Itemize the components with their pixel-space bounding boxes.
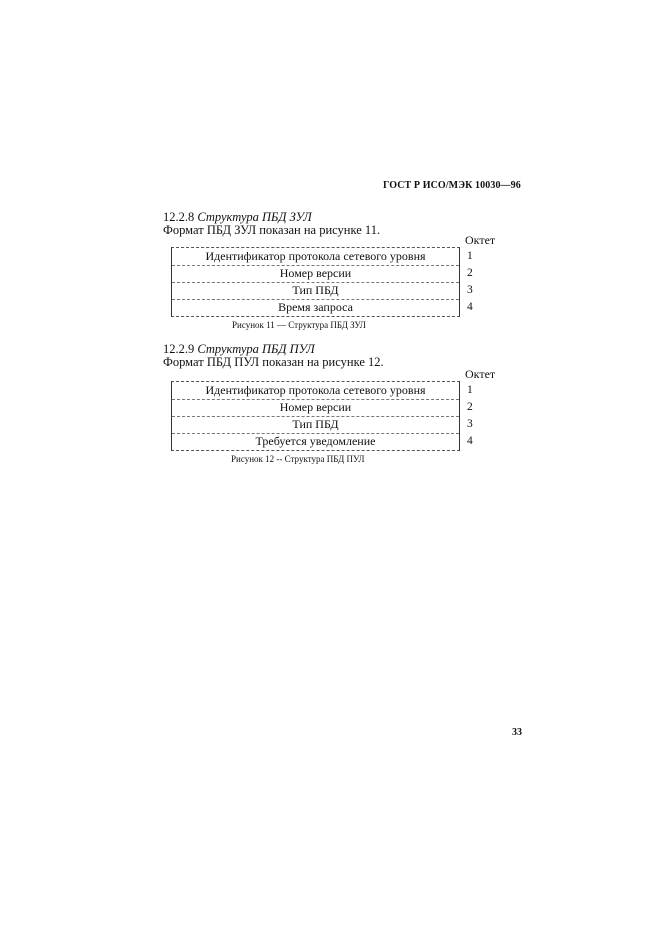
section-title: Структура ПБД ПУЛ: [197, 342, 315, 356]
pdu-field-label: Номер версии: [279, 400, 352, 414]
pdu-field-row: [172, 399, 459, 417]
section-title: Структура ПБД ЗУЛ: [197, 210, 312, 224]
octet-number: 3: [467, 418, 473, 430]
document-header: ГОСТ Р ИСО/МЭК 10030—96: [383, 180, 521, 191]
figure-caption: Рисунок 12 -- Структура ПБД ПУЛ: [231, 454, 365, 464]
pdu-field-label: Номер версии: [279, 266, 352, 280]
pdu-field-label: Требуется уведомление: [255, 434, 376, 448]
octet-number: 4: [467, 301, 473, 313]
section-text: Формат ПБД ЗУЛ показан на рисунке 11.: [163, 223, 381, 237]
section-text: Формат ПБД ПУЛ показан на рисунке 12.: [163, 355, 384, 369]
octet-column-label: Октет: [465, 367, 496, 381]
octet-number: 4: [467, 435, 473, 447]
pdu-field-row: [172, 248, 459, 266]
octet-number: 2: [467, 401, 473, 413]
pdu-field-row: [172, 382, 459, 400]
pdu-field-row: [172, 433, 459, 450]
pdu-field-row: [172, 299, 459, 316]
octet-number: 3: [467, 284, 473, 296]
pdu-field-label: Идентификатор протокола сетевого уровня: [205, 249, 426, 263]
section-number: 12.2.8: [163, 210, 195, 224]
octet-number: 1: [467, 384, 473, 396]
pdu-field-label: Время запроса: [278, 300, 353, 314]
pdu-field-label: Тип ПБД: [292, 283, 339, 297]
pdu-format-table: [171, 247, 460, 317]
figure-caption: Рисунок 11 — Структура ПБД ЗУЛ: [232, 320, 366, 330]
octet-number: 1: [467, 250, 473, 262]
pdu-field-label: Идентификатор протокола сетевого уровня: [205, 383, 426, 397]
pdu-format-table: [171, 381, 460, 451]
octet-column-label: Октет: [465, 233, 496, 247]
page-number: 33: [512, 727, 522, 738]
pdu-field-row: [172, 265, 459, 283]
octet-number: 2: [467, 267, 473, 279]
pdu-field-row: [172, 282, 459, 300]
pdu-field-label: Тип ПБД: [292, 417, 339, 431]
section-number: 12.2.9: [163, 342, 195, 356]
pdu-field-row: [172, 416, 459, 434]
